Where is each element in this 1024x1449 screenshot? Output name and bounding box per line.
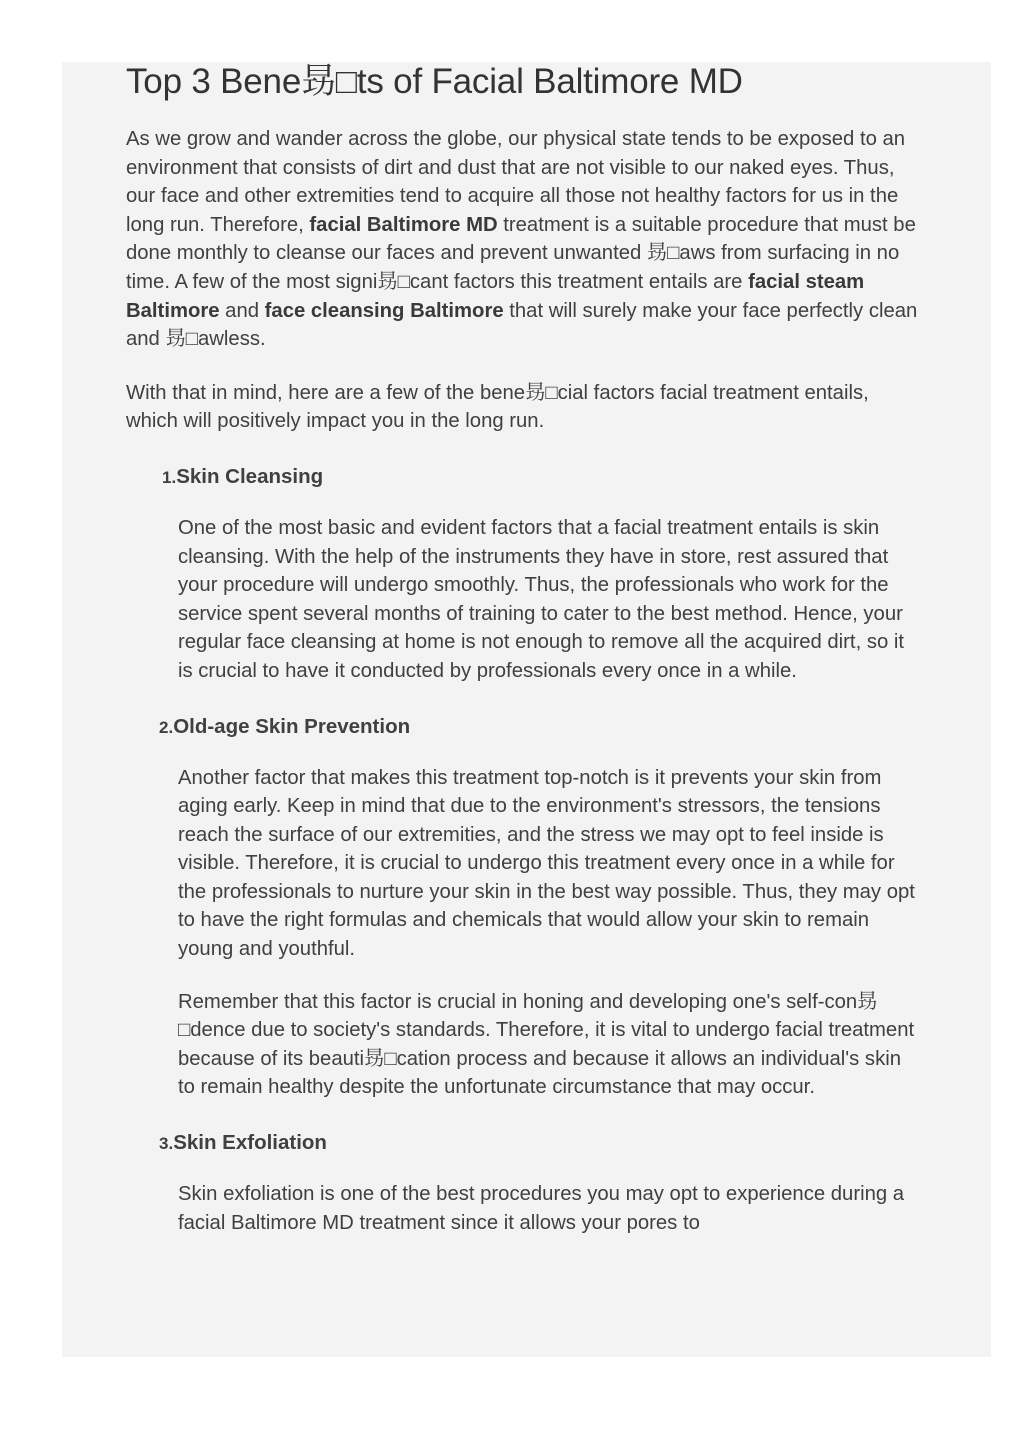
section-paragraph: Remember that this factor is crucial in honing and developing one's self-con昮□dence due to society's standards. Therefore, it is vital to undergo facial treatment because of its beauti昮□cation process and because it allows an individual's skin to remain healthy despite the unfortunate circumstance that may occur. — [178, 990, 915, 1099]
intro-text-1: As we grow and wander across the globe, our physical state tends to be exposed to an environment that consists of dirt and dust that are not visible to our naked eyes. Thus, our face and other extremities tend to acquire all those not healthy factors for us in the long run. Therefore, — [126, 128, 906, 236]
section-paragraph: One of the most basic and evident factors that a facial treatment entails is skin cleansing. With the help of the instruments they have in store, rest assured that your procedure will undergo smoothly. Thus, the professionals who work for the service spent several months of training to cater to the best method. Hence, your regular face cleansing at home is not enough to remove all the acquired dirt, so it is crucial to have it conducted by professionals every once in a while. — [178, 516, 905, 682]
section-heading-skin-exfoliation — [126, 1129, 926, 1158]
section-number: 1. — [162, 467, 177, 487]
section-heading-old-age-prevention — [126, 713, 926, 742]
section-paragraph: Another factor that makes this treatment top-notch is it prevents your skin from aging early. Keep in mind that due to the environment's stressors, the tensions reach the surface of our extremities, and the stress we may opt to feel inside is visible. Therefore, it is crucial to undergo this treatment every once in a while for the professionals to nurture your skin in the best way possible. Thus, they may opt to have the right formulas and chemicals that would allow your skin to remain young and youthful. — [178, 766, 915, 961]
section-title: Skin Cleansing — [176, 464, 324, 488]
section-heading-skin-cleansing — [126, 463, 926, 492]
intro-paragraph — [126, 125, 926, 354]
intro-text-3: and — [219, 299, 265, 322]
section-number: 2. — [159, 717, 174, 737]
intro-text-4: that will surely make your face perfectly clean and 昮□awless. — [126, 299, 918, 351]
page-title: Top 3 Bene昮□ts of Facial Baltimore MD — [126, 62, 743, 101]
article-body — [126, 62, 926, 1237]
intro-paragraph-2: With that in mind, here are a few of the bene昮□cial factors facial treatment entails, which will positively impact you in the long run. — [126, 381, 869, 433]
section-title: Old-age Skin Prevention — [173, 714, 411, 738]
section-paragraph: Skin exfoliation is one of the best procedures you may opt to experience during a facial Baltimore MD treatment since it allows your pores to — [178, 1183, 905, 1234]
section-title: Skin Exfoliation — [173, 1131, 327, 1155]
section-number: 3. — [159, 1134, 174, 1154]
intro-text-2: treatment is a suitable procedure that must be done monthly to cleanse our faces and prevent unwanted 昮□aws from surfacing in no time. A few of the most signi昮□cant factors this treatment entails are — [126, 213, 916, 293]
intro-bold-face-cleansing: face cleansing Baltimore — [264, 299, 504, 322]
document-page — [62, 62, 991, 1357]
intro-bold-facial-baltimore: facial Baltimore MD — [309, 213, 498, 236]
intro-bold-facial-steam: facial steam Baltimore — [126, 270, 865, 322]
